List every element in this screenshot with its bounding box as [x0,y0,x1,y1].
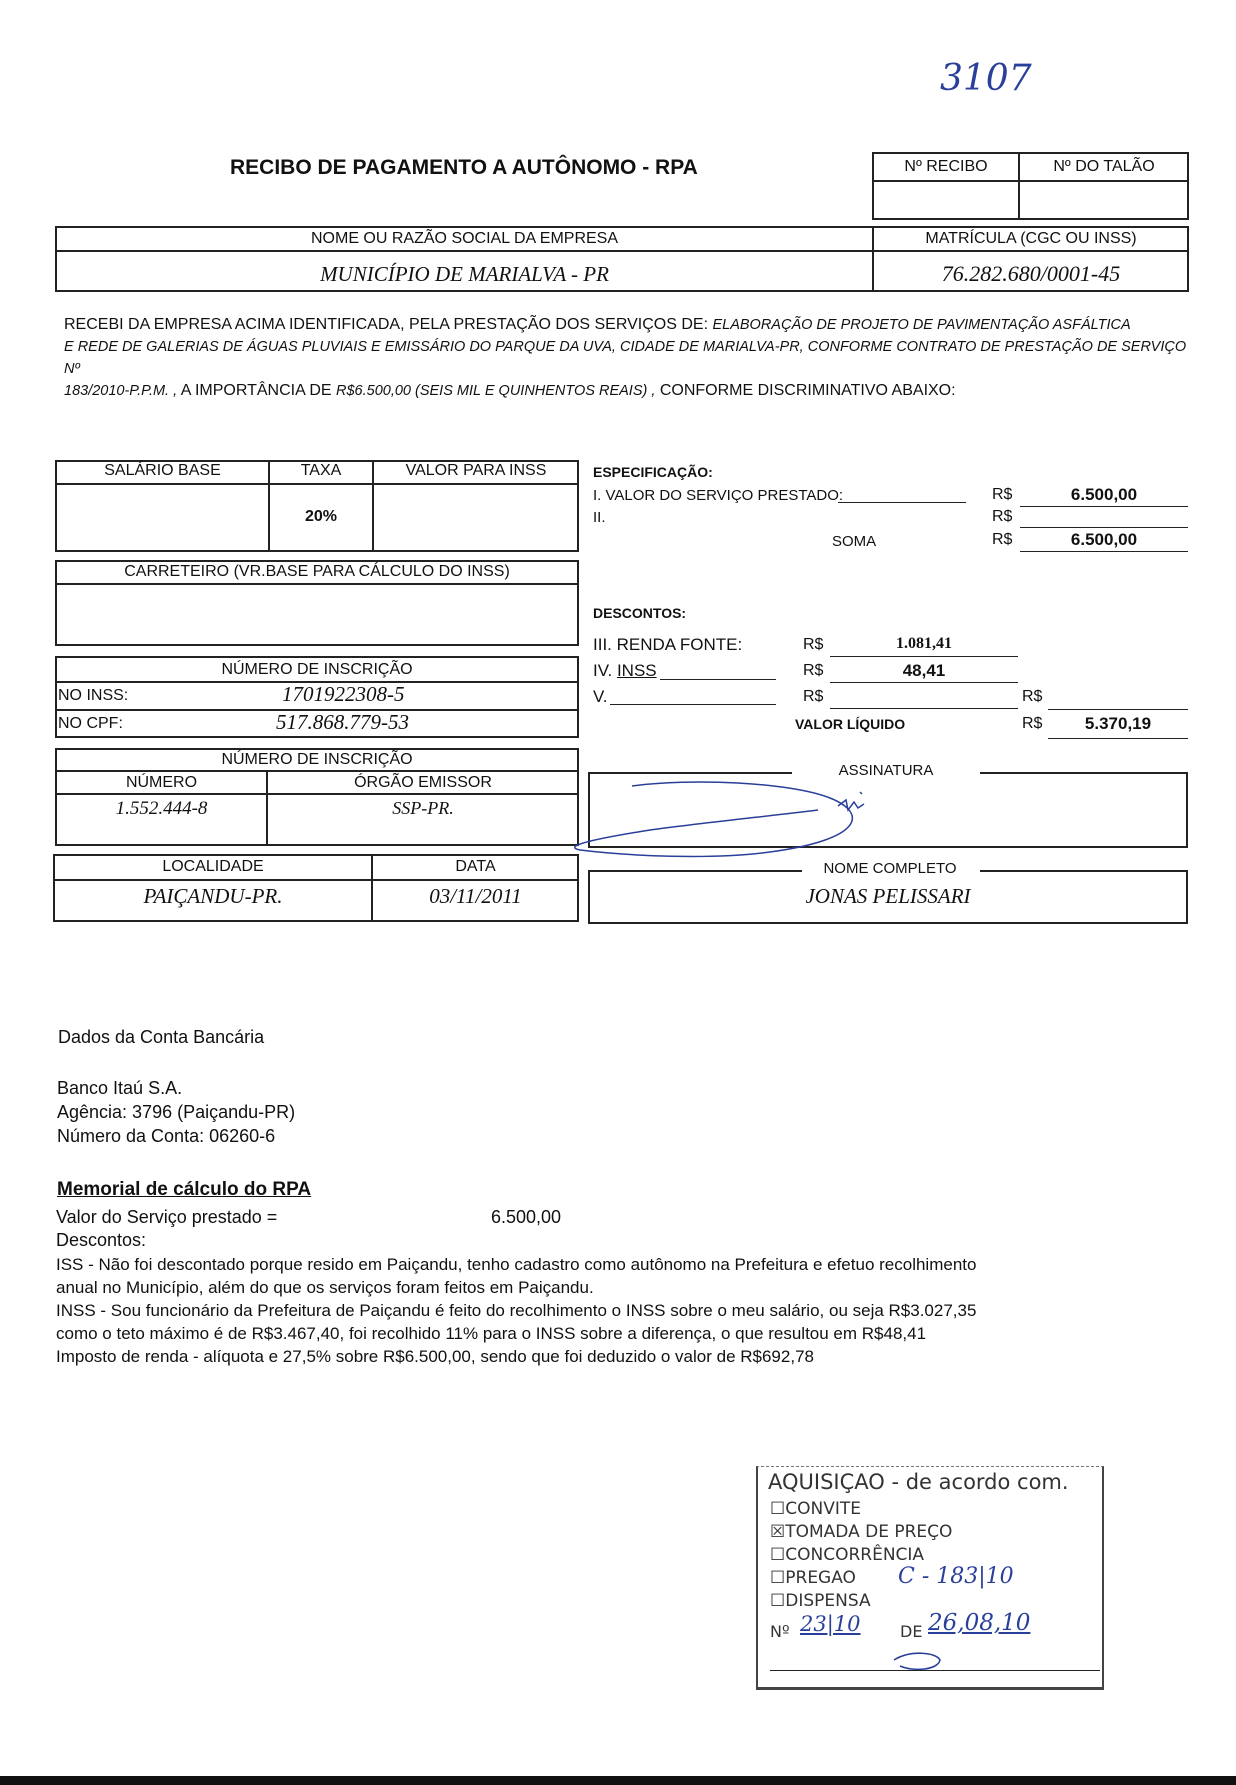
item1-value: 6.500,00 [1070,485,1138,504]
memorial-descontos: Descontos: [56,1230,147,1250]
stamp-initials [890,1648,960,1678]
soma-currency: R$ [992,531,1013,548]
memorial-text: ISS - Não foi descontado porque resido em Paiçandu, tenho cadastro como autônomo na Prefeitura e efetuo recolhimento anual no Município, além do que os serviços foram feitos em Paiçandu. INSS - Sou funcionário da Prefeitura de Paiçandu é feito do recolhimento o INSS sobre o meu salário, ou seja R$3.027,35 como o teto máximo é de R$3.467,40, foi recolhido 11% para o INSS sobre a diferença, o que resultou em R$48,41 Imposto de renda - alíquota e 27,5% sobre R$6.500,00, sendo que foi deduzido o valor de R$692,78 [56,1255,977,1366]
nome-completo-value: JONAS PELISSARI [805,884,971,908]
stamp-nr-value: 23|10 [800,1612,861,1636]
memorial-valor-label: Valor do Serviço prestado = [56,1207,278,1227]
v-total-currency: R$ [1022,688,1043,705]
valor-liquido-label: VALOR LÍQUIDO [795,716,906,732]
data-value: 03/11/2011 [429,884,522,908]
checkbox-icon: ☐ [770,1591,786,1611]
data-label: DATA [455,858,496,875]
company-name-label: NOME OU RAZÃO SOCIAL DA EMPRESA [310,230,619,247]
liquido-currency: R$ [1022,715,1043,732]
descontos-label: DESCONTOS: [593,605,687,621]
inss-currency: R$ [803,662,824,679]
matricula-label: MATRÍCULA (CGC OU INSS) [925,230,1137,247]
talao-number-label: Nº DO TALÃO [1053,158,1155,175]
declaration-text: RECEBI DA EMPRESA ACIMA IDENTIFICADA, PELA PRESTAÇÃO DOS SERVIÇOS DE: ELABORAÇÃO DE PROJETO DE PAVIMENTAÇÃO ASFÁLTICA E REDE DE GALERIAS DE ÁGUAS PLUVIAIS E EMISSÁRIO DO PARQUE DA UVA, CIDADE DE MARIALVA-PR, CONFORME CONTRATO DE PRESTAÇÃO DE SERVIÇO Nº 183/2010-P.P.M. , A IMPORTÂNCIA DE R$6.500,00 (SEIS MIL E QUINHENTOS REAIS) , CONFORME DISCRIMINATIVO ABAIXO: [64,316,1187,399]
checked-box-icon: ☒ [770,1522,786,1542]
inss-desconto-label: IV. INSS [593,661,657,680]
memorial-valor: 6.500,00 [491,1207,562,1227]
stamp-de-value: 26,08,10 [928,1610,1031,1636]
carreteiro-label: CARRETEIRO (VR.BASE PARA CÁLCULO DO INSS) [124,563,510,580]
inss-number-label: NO INSS: [58,687,129,704]
cpf-number: 517.868.779-53 [276,710,409,734]
orgao-emissor: SSP-PR. [392,798,454,818]
stamp-nr-label: Nº [770,1622,790,1641]
renda-currency: R$ [803,636,824,653]
v-currency: R$ [803,688,824,705]
rg-numero-label: NÚMERO [125,774,198,791]
company-name: MUNICÍPIO DE MARIALVA - PR [320,262,609,286]
inss-desconto-value: 48,41 [902,661,946,680]
valor-liquido-value: 5.370,19 [1084,714,1152,733]
taxa-value: 20% [304,508,338,525]
scan-edge [0,1776,1236,1785]
item2-currency: R$ [992,508,1013,525]
checkbox-icon: ☐ [770,1545,786,1565]
rg-inscricao-label: NÚMERO DE INSCRIÇÃO [221,751,413,768]
bank-heading: Dados da Conta Bancária [58,1027,265,1047]
bank-agencia: Agência: 3796 (Paiçandu-PR) [57,1102,296,1122]
orgao-emissor-label: ÓRGÃO EMISSOR [354,774,492,791]
matricula-value: 76.282.680/0001-45 [941,261,1121,286]
v-label: V. [593,687,608,706]
bank-name: Banco Itaú S.A. [57,1078,183,1098]
especificacao-label: ESPECIFICAÇÃO: [593,464,713,480]
taxa-label: TAXA [300,462,342,479]
inscricao-label: NÚMERO DE INSCRIÇÃO [221,661,413,678]
renda-fonte-label: III. RENDA FONTE: [593,635,743,654]
stamp-handwritten-ref: C - 183|10 [898,1564,1014,1589]
localidade-value: PAIÇANDU-PR. [143,884,283,908]
item2-label: II. [593,509,606,526]
item1-label: I. VALOR DO SERVIÇO PRESTADO: [593,487,844,504]
salario-base-label: SALÁRIO BASE [104,462,221,479]
cpf-label: NO CPF: [58,715,123,732]
valor-inss-label: VALOR PARA INSS [405,462,547,479]
soma-value: 6.500,00 [1070,530,1138,549]
localidade-label: LOCALIDADE [162,858,264,875]
stamp-title: AQUISIÇAO - de acordo com. [768,1470,1069,1494]
assinatura-label: ASSINATURA [838,762,934,779]
stamp-de-label: DE [900,1622,923,1641]
checkbox-icon: ☐ [770,1499,786,1519]
handwritten-number: 3107 [940,58,1032,99]
inss-number: 1701922308-5 [282,682,405,706]
soma-label: SOMA [832,533,877,550]
document-title: RECIBO DE PAGAMENTO A AUTÔNOMO - RPA [230,156,698,179]
renda-fonte-value: 1.081,41 [896,635,952,652]
receipt-number-label: Nº RECIBO [904,158,988,175]
memorial-heading: Memorial de cálculo do RPA [57,1179,312,1200]
stamp-options: ☐CONVITE ☒TOMADA DE PREÇO ☐CONCORRÊNCIA ☐PREGAO ☐DISPENSA [770,1499,953,1611]
item1-currency: R$ [992,486,1013,503]
nome-completo-label: NOME COMPLETO [823,860,957,877]
bank-conta: Número da Conta: 06260-6 [57,1126,276,1146]
rg-numero: 1.552.444-8 [115,798,208,819]
checkbox-icon: ☐ [770,1568,786,1588]
